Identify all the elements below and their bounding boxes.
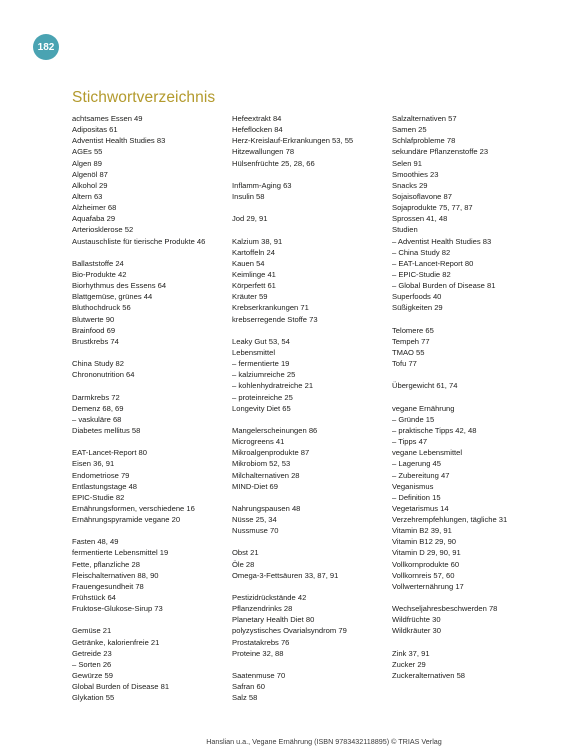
index-entry: Algen 89 bbox=[72, 158, 102, 168]
index-entry: Endometriose 79 bbox=[72, 470, 130, 480]
index-entry: Lebensmittel bbox=[232, 347, 276, 357]
index-entry: MIND-Diet 69 bbox=[232, 481, 278, 491]
index-entry: – vaskuläre 68 bbox=[72, 414, 122, 424]
index-entry: Vitamin B12 29, 90 bbox=[392, 537, 457, 547]
index-entry: Vitamin B2 39, 91 bbox=[392, 526, 452, 536]
index-entry: Ballaststoffe 24 bbox=[72, 258, 124, 268]
index-entry: polyzystisches Ovarialsyndrom 79 bbox=[232, 626, 347, 636]
index-entry: Longevity Diet 65 bbox=[232, 403, 291, 413]
index-entry: Pestizidrückstände 42 bbox=[232, 593, 307, 603]
index-entry: Wechseljahresbeschwerden 78 bbox=[392, 604, 498, 614]
index-entry: Krebserkrankungen 71 bbox=[232, 303, 309, 313]
index-entry: AGEs 55 bbox=[72, 147, 103, 157]
index-entry: Nüsse 25, 34 bbox=[232, 515, 277, 525]
index-entry: Diabetes mellitus 58 bbox=[72, 425, 141, 435]
index-entry: Tofu 77 bbox=[392, 359, 417, 369]
index-entry: TMAO 55 bbox=[392, 347, 425, 357]
index-entry: Vollwerternährung 17 bbox=[392, 581, 464, 591]
index-entry: Insulin 58 bbox=[232, 191, 265, 201]
index-entry: Zucker 29 bbox=[392, 659, 426, 669]
index-entry: Verzehrempfehlungen, tägliche 31 bbox=[392, 515, 508, 525]
index-entry: – Global Burden of Disease 81 bbox=[392, 281, 496, 291]
index-entry: Algenöl 87 bbox=[72, 169, 108, 179]
index-entry: Darmkrebs 72 bbox=[72, 392, 120, 402]
index-entry: Arteriosklerose 52 bbox=[72, 225, 134, 235]
index-entry: Hefeflocken 84 bbox=[232, 125, 283, 135]
index-gap bbox=[232, 325, 353, 336]
index-entry: Vollkornreis 57, 60 bbox=[392, 570, 455, 580]
index-entry: Ernährungsformen, verschiedene 16 bbox=[72, 503, 195, 513]
index-entry: – praktische Tipps 42, 48 bbox=[392, 425, 477, 435]
index-entry: Leaky Gut 53, 54 bbox=[232, 336, 290, 346]
index-entry: Schlafprobleme 78 bbox=[392, 136, 456, 146]
index-gap bbox=[232, 581, 353, 592]
index-entry: – fermentierte 19 bbox=[232, 359, 290, 369]
index-entry: Zuckeralternativen 58 bbox=[392, 671, 466, 681]
index-entry: Microgreens 41 bbox=[232, 437, 285, 447]
index-entry: Öle 28 bbox=[232, 559, 255, 569]
index-entry: Gewürze 59 bbox=[72, 671, 113, 681]
index-entry: Mikrobiom 52, 53 bbox=[232, 459, 291, 469]
index-entry: Glykation 55 bbox=[72, 693, 115, 703]
index-entry: Wildkräuter 30 bbox=[392, 626, 441, 636]
index-entry: Alkohol 29 bbox=[72, 180, 108, 190]
index-entry: Safran 60 bbox=[232, 682, 265, 692]
index-gap bbox=[232, 536, 353, 547]
index-entry: Jod 29, 91 bbox=[232, 214, 268, 224]
footer-citation: Hanslian u.a., Vegane Ernährung (ISBN 9783432118895) © TRIAS Verlag bbox=[206, 737, 442, 746]
index-entry: Ernährungspyramide vegane 20 bbox=[72, 515, 181, 525]
index-entry: Selen 91 bbox=[392, 158, 422, 168]
index-entry: Vegetarismus 14 bbox=[392, 503, 449, 513]
index-entry: Fasten 48, 49 bbox=[72, 537, 119, 547]
index-entry: Blutwerte 90 bbox=[72, 314, 115, 324]
index-entry: – Adventist Health Studies 83 bbox=[392, 236, 492, 246]
index-entry: Prostatakrebs 76 bbox=[232, 637, 290, 647]
index-entry: Körperfett 61 bbox=[232, 281, 276, 291]
index-entry: EAT-Lancet-Report 80 bbox=[72, 448, 147, 458]
index-entry: Herz-Kreislauf-Erkrankungen 53, 55 bbox=[232, 136, 354, 146]
index-gap bbox=[72, 380, 205, 391]
index-entry: Tempeh 77 bbox=[392, 336, 430, 346]
index-entry: Alzheimer 68 bbox=[72, 203, 117, 213]
index-entry: Übergewicht 61, 74 bbox=[392, 381, 458, 391]
index-entry: Adventist Health Studies 83 bbox=[72, 136, 166, 146]
index-gap bbox=[392, 369, 507, 380]
index-entry: Vitamin D 29, 90, 91 bbox=[392, 548, 461, 558]
index-entry: Sprossen 41, 48 bbox=[392, 214, 448, 224]
index-entry: Fette, pflanzliche 28 bbox=[72, 559, 140, 569]
index-entry: fermentierte Lebensmittel 19 bbox=[72, 548, 169, 558]
page-number-badge: 182 bbox=[33, 34, 59, 60]
index-entry: Obst 21 bbox=[232, 548, 259, 558]
index-gap bbox=[72, 525, 205, 536]
index-entry: Altern 63 bbox=[72, 191, 103, 201]
index-gap bbox=[232, 202, 353, 213]
index-entry: Hitzewallungen 78 bbox=[232, 147, 295, 157]
index-entry: Sojaprodukte 75, 77, 87 bbox=[392, 203, 473, 213]
index-gap bbox=[392, 637, 507, 648]
index-entry: Bluthochdruck 56 bbox=[72, 303, 131, 313]
index-title: Stichwortverzeichnis bbox=[72, 89, 216, 106]
index-entry: Global Burden of Disease 81 bbox=[72, 682, 170, 692]
index-entry: – China Study 82 bbox=[392, 247, 451, 257]
index-gap bbox=[232, 659, 353, 670]
index-column-1 bbox=[72, 113, 205, 703]
index-entry: sekundäre Pflanzenstoffe 23 bbox=[392, 147, 489, 157]
index-entry: Mikroalgenprodukte 87 bbox=[232, 448, 310, 458]
index-entry: – proteinreiche 25 bbox=[232, 392, 293, 402]
index-entry: krebserregende Stoffe 73 bbox=[232, 314, 318, 324]
index-gap bbox=[392, 592, 507, 603]
index-entry: – Tipps 47 bbox=[392, 437, 428, 447]
index-entry: Telomere 65 bbox=[392, 325, 434, 335]
index-entry: Bio-Produkte 42 bbox=[72, 269, 127, 279]
index-entry: Salz 58 bbox=[232, 693, 258, 703]
index-entry: Kräuter 59 bbox=[232, 292, 268, 302]
index-gap bbox=[72, 614, 205, 625]
index-entry: Sojaisoflavone 87 bbox=[392, 191, 452, 201]
index-entry: Blattgemüse, grünes 44 bbox=[72, 292, 153, 302]
page-footer bbox=[0, 737, 580, 746]
index-entry: Superfoods 40 bbox=[392, 292, 442, 302]
index-entry: Demenz 68, 69 bbox=[72, 403, 124, 413]
index-entry: – kohlenhydratreiche 21 bbox=[232, 381, 314, 391]
index-entry: Nussmuse 70 bbox=[232, 526, 279, 536]
index-entry: Aquafaba 29 bbox=[72, 214, 116, 224]
index-entry: Gemüse 21 bbox=[72, 626, 112, 636]
index-entry: Süßigkeiten 29 bbox=[392, 303, 443, 313]
index-entry: Mangelerscheinungen 86 bbox=[232, 425, 318, 435]
index-entry: Salzalternativen 57 bbox=[392, 114, 457, 123]
index-entry: – Lagerung 45 bbox=[392, 459, 441, 469]
index-gap bbox=[392, 392, 507, 403]
index-entry: Zink 37, 91 bbox=[392, 648, 430, 658]
index-entry: Kartoffeln 24 bbox=[232, 247, 275, 257]
index-entry: Entlastungstage 48 bbox=[72, 481, 138, 491]
index-entry: Pflanzendrinks 28 bbox=[232, 604, 293, 614]
index-entry: Inflamm-Aging 63 bbox=[232, 180, 292, 190]
index-entry: Smoothies 23 bbox=[392, 169, 439, 179]
index-entry: Adipositas 61 bbox=[72, 125, 118, 135]
index-gap bbox=[232, 224, 353, 235]
index-entry: Planetary Health Diet 80 bbox=[232, 615, 315, 625]
index-entry: Fleischalternativen 88, 90 bbox=[72, 570, 159, 580]
index-entry: Proteine 32, 88 bbox=[232, 648, 284, 658]
index-entry: – Gründe 15 bbox=[392, 414, 435, 424]
index-entry: – EAT-Lancet-Report 80 bbox=[392, 258, 474, 268]
index-entry: Getreide 23 bbox=[72, 648, 112, 658]
index-entry: Samen 25 bbox=[392, 125, 427, 135]
index-entry: Veganismus bbox=[392, 481, 434, 491]
index-entry: Wildfrüchte 30 bbox=[392, 615, 441, 625]
index-entry: Saatenmuse 70 bbox=[232, 671, 286, 681]
index-gap bbox=[392, 314, 507, 325]
index-gap bbox=[72, 347, 205, 358]
index-column-3 bbox=[392, 113, 507, 681]
index-gap bbox=[72, 436, 205, 447]
index-entry: Keimlinge 41 bbox=[232, 269, 276, 279]
index-entry: achtsames Essen 49 bbox=[72, 114, 143, 123]
index-entry: Fruktose-Glukose-Sirup 73 bbox=[72, 604, 163, 614]
index-entry: Snacks 29 bbox=[392, 180, 428, 190]
index-entry: Kalzium 38, 91 bbox=[232, 236, 283, 246]
index-entry: Brustkrebs 74 bbox=[72, 336, 119, 346]
index-entry: vegane Ernährung bbox=[392, 403, 455, 413]
index-entry: Kauen 54 bbox=[232, 258, 265, 268]
index-entry: Hefeextrakt 84 bbox=[232, 114, 282, 123]
index-gap bbox=[72, 247, 205, 258]
index-entry: Eisen 36, 91 bbox=[72, 459, 115, 469]
index-entry: Biorhythmus des Essens 64 bbox=[72, 281, 167, 291]
index-entry: Studien bbox=[392, 225, 418, 235]
index-entry: – EPIC-Studie 82 bbox=[392, 269, 451, 279]
index-entry: China Study 82 bbox=[72, 359, 124, 369]
index-entry: EPIC-Studie 82 bbox=[72, 492, 125, 502]
index-column-2 bbox=[232, 113, 353, 703]
index-entry: Getränke, kalorienfreie 21 bbox=[72, 637, 160, 647]
index-entry: Frühstück 64 bbox=[72, 593, 116, 603]
index-gap bbox=[232, 414, 353, 425]
index-entry: Milchalternativen 28 bbox=[232, 470, 300, 480]
index-entry: Chrononutrition 64 bbox=[72, 370, 135, 380]
index-entry: Brainfood 69 bbox=[72, 325, 116, 335]
index-entry: Omega-3-Fettsäuren 33, 87, 91 bbox=[232, 570, 339, 580]
index-gap bbox=[232, 492, 353, 503]
index-entry: Frauengesundheit 78 bbox=[72, 581, 144, 591]
index-gap bbox=[232, 169, 353, 180]
index-entry: Austauschliste für tierische Produkte 46 bbox=[72, 236, 206, 246]
index-entry: Vollkornprodukte 60 bbox=[392, 559, 460, 569]
index-entry: – Zubereitung 47 bbox=[392, 470, 450, 480]
index-entry: – Sorten 26 bbox=[72, 659, 112, 669]
index-entry: – Definition 15 bbox=[392, 492, 441, 502]
index-entry: vegane Lebensmittel bbox=[392, 448, 463, 458]
index-entry: Nahrungspausen 48 bbox=[232, 503, 301, 513]
index-entry: – kalziumreiche 25 bbox=[232, 370, 296, 380]
index-entry: Hülsenfrüchte 25, 28, 66 bbox=[232, 158, 315, 168]
